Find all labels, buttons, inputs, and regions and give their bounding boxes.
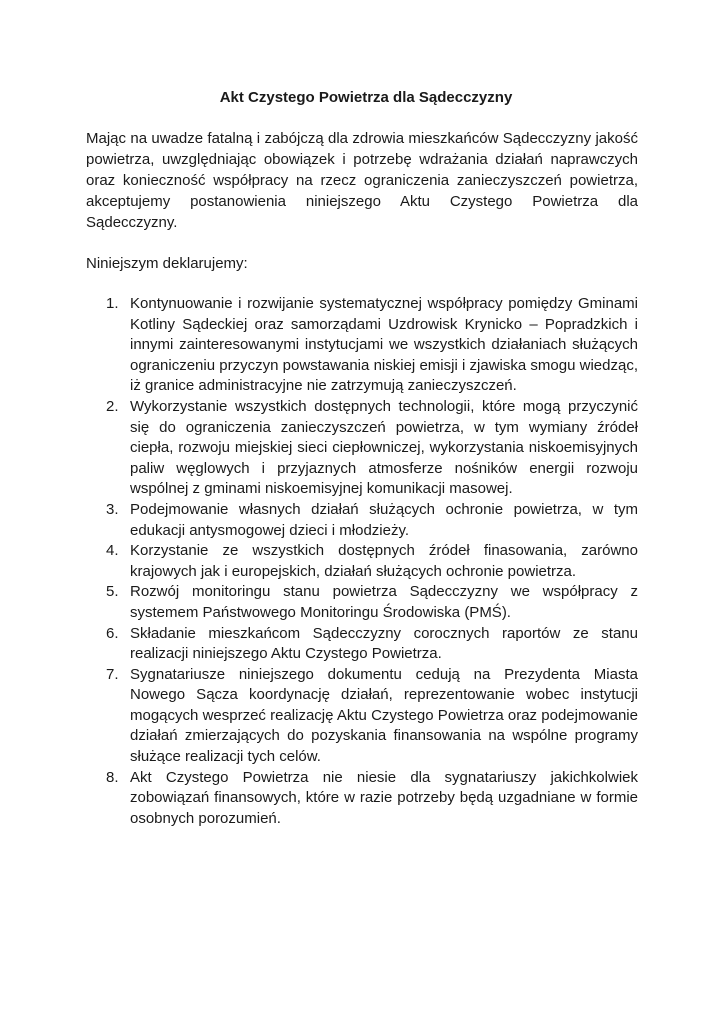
- list-item: [86, 624, 638, 665]
- document-title: Akt Czystego Powietrza dla Sądecczyzny: [219, 89, 513, 106]
- list-item: [86, 294, 638, 397]
- document-page: [86, 88, 638, 829]
- list-item-text: Korzystanie ze wszystkich dostępnych źródeł finasowania, zarówno krajowych jak i europejskich, działań służących ochronie powietrza.: [130, 542, 638, 580]
- list-item-text: Akt Czystego Powietrza nie niesie dla sygnatariuszy jakichkolwiek zobowiązań finansowych, które w razie potrzeby będą uzgadniane w formie osobnych porozumień.: [130, 768, 638, 827]
- list-item: [86, 397, 638, 500]
- list-item-number: 2.: [106, 397, 119, 415]
- list-item-text: Podejmowanie własnych działań służących ochronie powietrza, w tym edukacji antysmogowej dzieci i młodzieży.: [130, 500, 638, 539]
- list-item-text: Składanie mieszkańcom Sądecczyzny corocznych raportów ze stanu realizacji niniejszego Aktu Czystego Powietrza.: [130, 624, 638, 663]
- intro-paragraph: Mając na uwadze fatalną i zabójczą dla zdrowia mieszkańców Sądecczyzny jakość powietrza, uwzględniając obowiązek i potrzebę wdrażania działań naprawczych oraz konieczność współpracy na rzecz ograniczenia zanieczyszczeń powietrza, akceptujemy postanowienia niniejszego Aktu Czystego Powietrza dla Sądecczyzny.: [86, 130, 638, 231]
- list-item-number: 1.: [106, 295, 119, 312]
- list-item-number: 3.: [106, 500, 119, 518]
- list-item: [86, 500, 638, 541]
- list-item-text: Wykorzystanie wszystkich dostępnych technologii, które mogą przyczynić się do ograniczenia zanieczyszczeń powietrza, w tym wymiany źródeł ciepła, rozwoju miejskiej sieci ciepłowniczej, wykorzystania niskoemisyjnych paliw węglowych i przyjaznych atmosferze nośników energii rozwoju wspólnej z gminami niskoemisyjnej komunikacji masowej.: [130, 397, 638, 498]
- list-item-number: 6.: [106, 624, 119, 642]
- declaration-lead: Niniejszym deklarujemy:: [86, 255, 248, 272]
- list-item-number: 7.: [106, 665, 119, 683]
- list-item-number: 4.: [106, 542, 119, 560]
- list-item: [86, 582, 638, 623]
- list-item-number: 8.: [106, 768, 119, 786]
- list-item-text: Sygnatariusze niniejszego dokumentu cedują na Prezydenta Miasta Nowego Sącza koordynację działań, reprezentowanie wobec instytucji mogących wesprzeć realizację Aktu Czystego Powietrza oraz podejmowanie działań zmierzających do pozyskania finansowania na wspólne programy służące realizacji tych celów.: [130, 665, 638, 766]
- list-item-number: 5.: [106, 583, 119, 601]
- list-item-text: Rozwój monitoringu stanu powietrza Sądecczyzny we współpracy z systemem Państwowego Monitoringu Środowiska (PMŚ).: [130, 583, 638, 621]
- list-item-text: Kontynuowanie i rozwijanie systematycznej współpracy pomiędzy Gminami Kotliny Sądeckiej oraz samorządami Uzdrowisk Krynicko – Popradzkich i innymi zainteresowanymi instytucjami we wszystkich działaniach służących ograniczeniu przyczyn powstawania niskiej emisji i zjawiska smogu wiedząc, iż granice administracyjne nie zatrzymują zanieczyszczeń.: [130, 295, 638, 395]
- list-item: [86, 665, 638, 768]
- declaration-list: [86, 294, 638, 829]
- list-item: [86, 768, 638, 830]
- list-item: [86, 541, 638, 582]
